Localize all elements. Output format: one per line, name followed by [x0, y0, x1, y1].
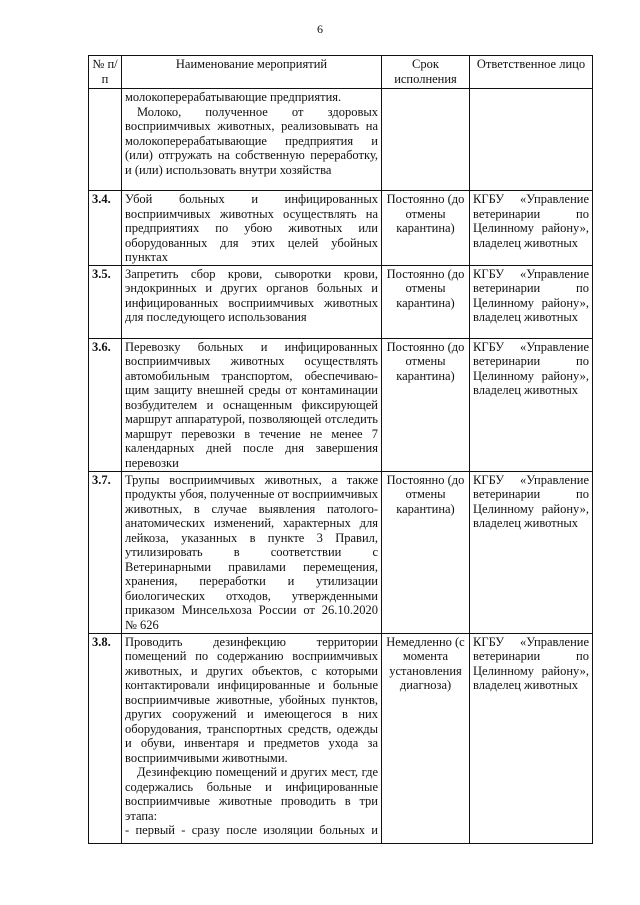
row-term: Постоянно (до отмены карантина) [382, 191, 470, 266]
row-description [122, 633, 382, 843]
row-number: 3.5. [89, 265, 122, 338]
row-responsible: КГБУ «Управление ветеринарии по Целинному району», владелец животных [470, 471, 593, 633]
header-term: Срок исполнения [382, 56, 470, 89]
row-number: 3.6. [89, 338, 122, 471]
table-row [89, 633, 593, 843]
row-responsible: КГБУ «Управление ветеринарии по Целинному району», владелец животных [470, 633, 593, 843]
row-term: Постоянно (до отмены карантина) [382, 338, 470, 471]
row-description: Трупы восприимчивых животных, а также продукты убоя, полученные от восприимчивых животных, в случае выявления патолого-анатомических изменений, характерных для лейкоза, указанных в пункте 3 Правил, утилизировать в соответствии с Ветеринарными правилами перемещения, хранения, переработки и утилизации биологических отходов, утвержденными приказом Минсельхоза России от 26.10.2020 № 626 [122, 471, 382, 633]
page-number: 6 [317, 22, 323, 36]
description-paragraph: Дезинфекцию помещений и других мест, где содержались больные и инфицированные восприимчивые животные проводить в три этапа: [125, 765, 378, 823]
description-paragraph: Проводить дезинфекцию территории помещений по содержанию восприимчивых животных, и других объектов, с которыми контактировали инфицированные и больные восприимчивые животные, убойных пунктов, других сооружений и имеющегося в них оборудования, транспортных средств, одежды и обуви, инвентаря и предметов ухода за восприимчивыми животными. [125, 634, 378, 765]
row-responsible: КГБУ «Управление ветеринарии по Целинному району», владелец животных [470, 338, 593, 471]
row-description: Перевозку больных и инфицированных восприимчивых животных осуществлять автомобильным транспортом, обеспечиваю-щим защиту внешней среды от контаминации возбудителем и оснащенным фиксирующей маршрут аппаратурой, позволяющей отследить маршрут перевозки в течение не менее 7 календарных дней после дня завершения перевозки [122, 338, 382, 471]
row-term: Немедленно (с момента установления диагноза) [382, 633, 470, 843]
header-no: № п/п [89, 56, 122, 89]
row-description [122, 89, 382, 191]
row-responsible: КГБУ «Управление ветеринарии по Целинному району», владелец животных [470, 191, 593, 266]
row-term: Постоянно (до отмены карантина) [382, 265, 470, 338]
description-paragraph: молокоперерабатывающие предприятия. [125, 90, 342, 104]
table-row [89, 338, 593, 471]
row-responsible: КГБУ «Управление ветеринарии по Целинному району», владелец животных [470, 265, 593, 338]
row-number [89, 89, 122, 191]
row-term [382, 89, 470, 191]
description-paragraph: - первый - сразу после изоляции больных и [125, 823, 378, 837]
table-row [89, 471, 593, 633]
row-description: Убой больных и инфицированных восприимчивых животных осуществлять на предприятиях по убою животных или оборудованных для этих целей убойных пунктах [122, 191, 382, 266]
table-header-row [89, 56, 593, 89]
header-responsible: Ответственное лицо [470, 56, 593, 89]
table-row [89, 191, 593, 266]
row-description: Запретить сбор крови, сыворотки крови, эндокринных и других органов больных и инфицированных восприимчивых животных для последующего использования [122, 265, 382, 338]
table-row [89, 89, 593, 191]
table-row [89, 265, 593, 338]
row-responsible [470, 89, 593, 191]
row-number: 3.7. [89, 471, 122, 633]
row-number: 3.8. [89, 633, 122, 843]
row-number: 3.4. [89, 191, 122, 266]
description-paragraph: Молоко, полученное от здоровых восприимчивых животных, реализовывать на молокоперерабатывающие предприятия и (или) отгружать на собственную переработку, и (или) использовать внутри хозяйства [125, 104, 378, 177]
row-term: Постоянно (до отмены карантина) [382, 471, 470, 633]
header-name: Наименование мероприятий [122, 56, 382, 89]
measures-table [88, 55, 593, 844]
